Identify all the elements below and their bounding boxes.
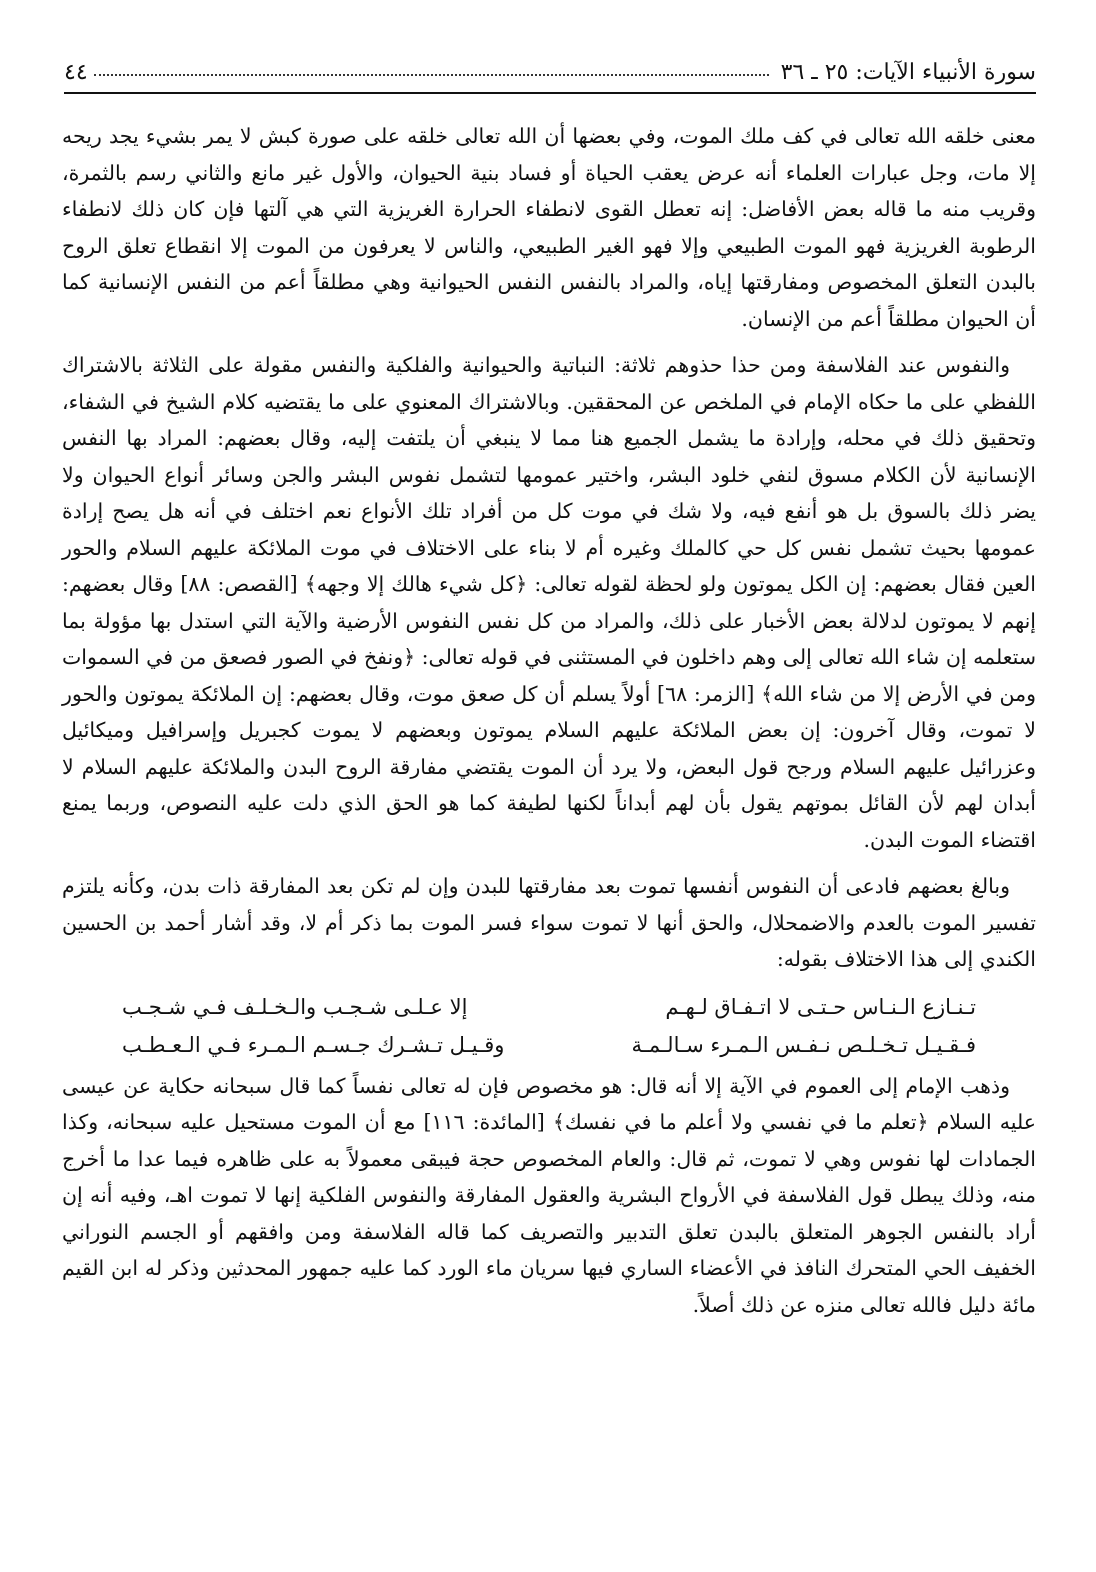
page-body [62, 118, 1036, 1333]
poem-second-hemistich: إلا عـلـى شـجـب والـخـلـف فـي شـجـب [122, 994, 468, 1019]
poem-verse [122, 988, 976, 1026]
poem-first-hemistich: تـنـازع الـنـاس حـتـى لا اتـفـاق لـهـم [665, 994, 976, 1019]
poem-first-hemistich: فـقـيـل تـخـلـص نـفـس الـمـرء سـالـمـة [631, 1032, 976, 1057]
paragraph: وذهب الإمام إلى العموم في الآية إلا أنه قال: هو مخصوص فإن له تعالى نفساً كما قال سبحانه حكاية عن عيسى عليه السلام ﴿تعلم ما في نفسي ولا أعلم ما في نفسك﴾ [المائدة: ١١٦] مع أن الموت مستحيل عليه سبحانه، وكذا الجمادات لها نفوس وهي لا تموت، ثم قال: والعام المخصوص حجة فيبقى معمولاً به على ظاهره فيما عدا ما أخرج منه، وذلك يبطل قول الفلاسفة في الأرواح البشرية والعقول المفارقة والنفوس الفلكية إنها لا تموت اهـ، وفيه أنه إن أراد بالنفس الجوهر المتعلق بالبدن تعلق التدبير والتصريف كما قاله الفلاسفة ومن وافقهم أو الجسم النوراني الخفيف الحي المتحرك النافذ في الأعضاء الساري فيها سريان ماء الورد كما عليه جمهور المحدثين وذكر له ابن القيم مائة دليل فالله تعالى منزه عن ذلك أصلاً. [62, 1073, 1036, 1317]
running-title: سورة الأنبياء الآيات: ٢٥ ـ ٣٦ [780, 59, 1036, 85]
paragraph: والنفوس عند الفلاسفة ومن حذا حذوهم ثلاثة: النباتية والحيوانية والفلكية والنفس مقولة على الثلاثة بالاشتراك اللفظي على ما حكاه الإمام في الملخص عن المحققين. وبالاشتراك المعنوي على ما يقتضيه كلام الشيخ في الشفاء، وتحقيق ذلك في محله، وإرادة ما يشمل الجميع هنا مما لا ينبغي أن يلتفت إليه، وقال بعضهم: المراد بها النفس الإنسانية لأن الكلام مسوق لنفي خلود البشر، واختير عمومها لتشمل نفوس البشر والجن وسائر أنواع الحيوان ولا يضر ذلك بالسوق بل هو أنفع فيه، ولا شك في موت كل من أفراد تلك الأنواع نعم اختلف في أنه هل يصح إرادة عمومها بحيث تشمل نفس كل حي كالملك وغيره أم لا بناء على الاختلاف في موت الملائكة عليهم السلام والحور العين فقال بعضهم: إن الكل يموتون ولو لحظة لقوله تعالى: ﴿كل شيء هالك إلا وجهه﴾ [القصص: ٨٨] وقال بعضهم: إنهم لا يموتون لدلالة بعض الأخبار على ذلك، والمراد من كل نفس النفوس الأرضية والآية التي استدل بها مؤولة بما ستعلمه إن شاء الله تعالى إلى وهم داخلون في المستثنى في قوله تعالى: ﴿ونفخ في الصور فصعق من في السموات ومن في الأرض إلا من شاء الله﴾ [الزمر: ٦٨] أولاً يسلم أن كل صعق موت، وقال بعضهم: إن الملائكة يموتون والحور لا تموت، وقال آخرون: إن بعض الملائكة عليهم السلام يموتون وبعضهم لا يموت كجبريل وإسرافيل وميكائيل وعزرائيل عليهم السلام ورجح قول البعض، ولا يرد أن الموت يقتضي مفارقة الروح البدن والملائكة عليهم السلام لا أبدان لهم لأن القائل بموتهم يقول بأن لهم أبداناً لكنها لطيفة كما هو الحق الذي دلت عليه النصوص، وربما يمنع اقتضاء الموت البدن. [62, 353, 1036, 852]
paragraph: معنى خلقه الله تعالى في كف ملك الموت، وفي بعضها أن الله تعالى خلقه على صورة كبش لا يمر بشيء يجد ريحه إلا مات، وجل عبارات العلماء أنه عرض يعقب الحياة أو فساد بنية الحيوان، والأول غير مانع والثاني رسم بالثمرة، وقريب منه ما قاله بعض الأفاضل: إنه تعطل القوى لانطفاء الحرارة الغريزية التي هي آلتها فإن كان ذلك لانطفاء الرطوبة الغريزية فهو الموت الطبيعي وإلا فهو الغير الطبيعي، والناس لا يعرفون من الموت إلا انقطاع تعلق الروح بالبدن التعلق المخصوص ومفارقتها إياه، والمراد بالنفس النفس الحيوانية وهي مطلقاً أعم من النفس الإنسانية كما أن الحيوان مطلقاً أعم من الإنسان. [62, 124, 1036, 331]
poem [62, 988, 1036, 1064]
leader-dots [94, 62, 769, 76]
page-number: ٤٤ [64, 59, 88, 85]
paragraph: وبالغ بعضهم فادعى أن النفوس أنفسها تموت بعد مفارقتها للبدن وإن لم تكن بعد المفارقة ذات بدن، وكأنه يلتزم تفسير الموت بالعدم والاضمحلال، والحق أنها لا تموت سواء فسر الموت بما ذكر أم لا، وقد أشار أحمد بن الحسين الكندي إلى هذا الاختلاف بقوله: [62, 874, 1036, 971]
page-header [64, 52, 1036, 94]
poem-verse [122, 1026, 976, 1064]
poem-second-hemistich: وقـيـل تـشـرك جـسـم الـمـرء فـي الـعـطـب [122, 1032, 505, 1057]
